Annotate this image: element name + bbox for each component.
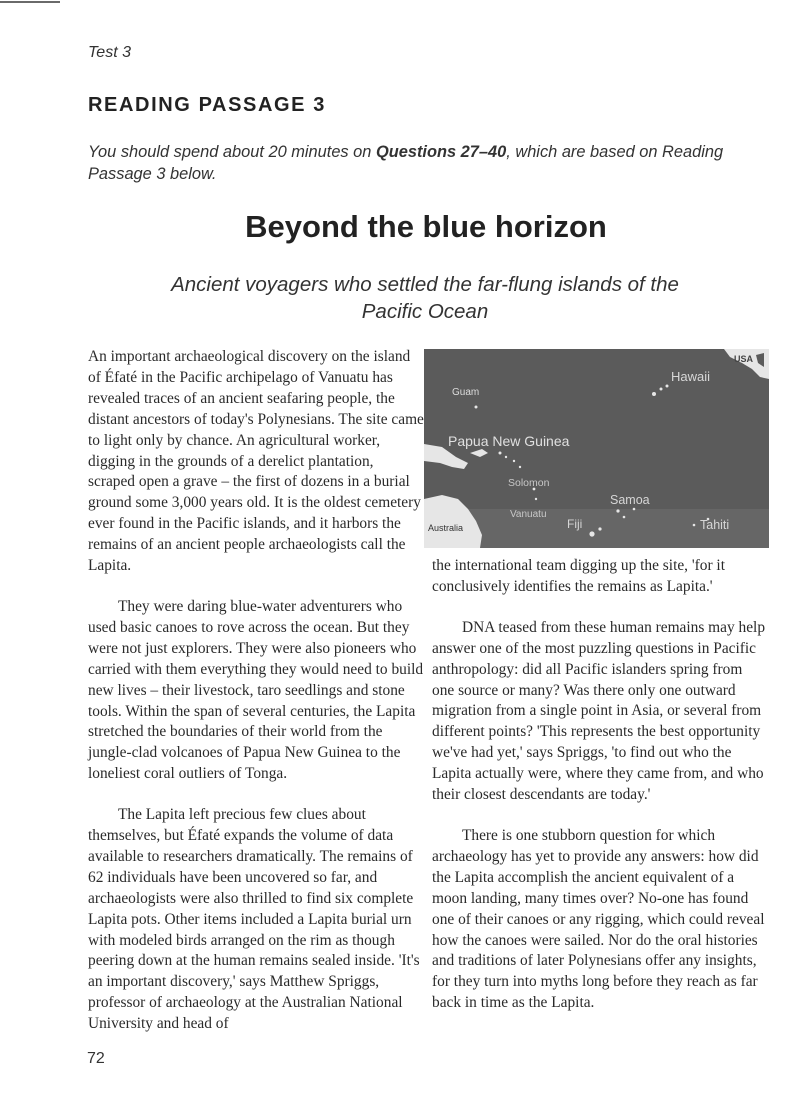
- top-rule: [0, 0, 800, 4]
- instructions-questions: Questions 27–40: [375, 143, 507, 161]
- page-number: 72: [87, 1050, 105, 1067]
- map-label-samoa: Samoa: [610, 493, 650, 507]
- map-label-png: Papua New Guinea: [448, 433, 570, 449]
- map-label-usa: USA: [734, 354, 754, 364]
- paragraph: They were daring blue-water adventurers who used basic canoes to rove across the ocean. But they were not just explorers. They were also pioneers who carried with them everything they would need to build new lives – their livestock, taro seedlings and stone tools. Within the span of several centuries, the Lapita stretched the boundaries of their world from the jungle-clad volcanoes of Papua New Guinea to the loneliest coral outliers of Tonga.: [88, 597, 424, 783]
- map-label-tahiti: Tahiti: [700, 518, 730, 532]
- article-subtitle: Ancient voyagers who settled the far-flung islands of the Pacific Ocean: [171, 273, 679, 323]
- map-label-australia: Australia: [428, 523, 464, 533]
- paragraph: An important archaeological discovery on the island of Éfaté in the Pacific archipelago of Vanuatu has revealed traces of an ancient seafaring people, the distant ancestors of today's Polynesians. The site came to light only by chance. An agricultural worker, digging in the grounds of a derelict plantation, scraped open a grave – the first of dozens in a burial ground some 3,000 years old. It is the oldest cemetery ever found in the Pacific islands, and it harbors the remains of an ancient people archaeologists call the Lapita.: [88, 348, 424, 575]
- right-column: [432, 556, 766, 1034]
- instructions-text-end: , which are based on Reading Passage 3 below.: [88, 143, 724, 183]
- paragraph: The Lapita left precious few clues about themselves, but Éfaté expands the volume of data available to researchers dramatically. The remains of 62 individuals have been uncovered so far, and archaeologists were also thrilled to find six complete Lapita pots. Other items included a Lapita burial urn with modeled birds arranged on the rim as though peering down at the human remains sealed inside. 'It's an important discovery,' says Matthew Spriggs, professor of archaeology at the Australian National University and head of: [88, 806, 420, 1033]
- map-label-hawaii: Hawaii: [671, 369, 711, 384]
- map-label-vanuatu: Vanuatu: [510, 509, 547, 520]
- paragraph: the international team digging up the site, 'for it conclusively identifies the remains as Lapita.': [432, 557, 725, 595]
- paragraph: There is one stubborn question for which archaeology has yet to provide any answers: how did the Lapita accomplish the ancient equivalent of a moon landing, many times over? No-one has found one of their canoes or any rigging, which could reveal how the canoes were sailed. Nor do the oral histories and traditions of later Polynesians offer any insights, for they turn into myths long before they reach as far back in time as the Lapita.: [432, 826, 765, 1012]
- instructions-text: You should spend about 20 minutes on: [88, 143, 376, 161]
- left-column: [88, 347, 424, 1055]
- paragraph: DNA teased from these human remains may help answer one of the most puzzling questions in Pacific anthropology: did all Pacific islanders spring from one source or many? Was there only one outward migration from a single point in Asia, or several from different points? 'This represents the best opportunity we've had yet,' says Spriggs, 'to find out who the Lapita actually were, where they came from, and who their closest descendants are today.': [432, 618, 766, 804]
- passage-label: READING PASSAGE 3: [88, 94, 326, 116]
- article-title: Beyond the blue horizon: [245, 209, 607, 244]
- running-head: Test 3: [88, 44, 131, 61]
- pacific-map: [424, 349, 769, 548]
- map-label-guam: Guam: [452, 387, 480, 398]
- instructions: [88, 141, 778, 185]
- map-label-solomon: Solomon: [508, 477, 550, 489]
- map-label-fiji: Fiji: [567, 517, 583, 531]
